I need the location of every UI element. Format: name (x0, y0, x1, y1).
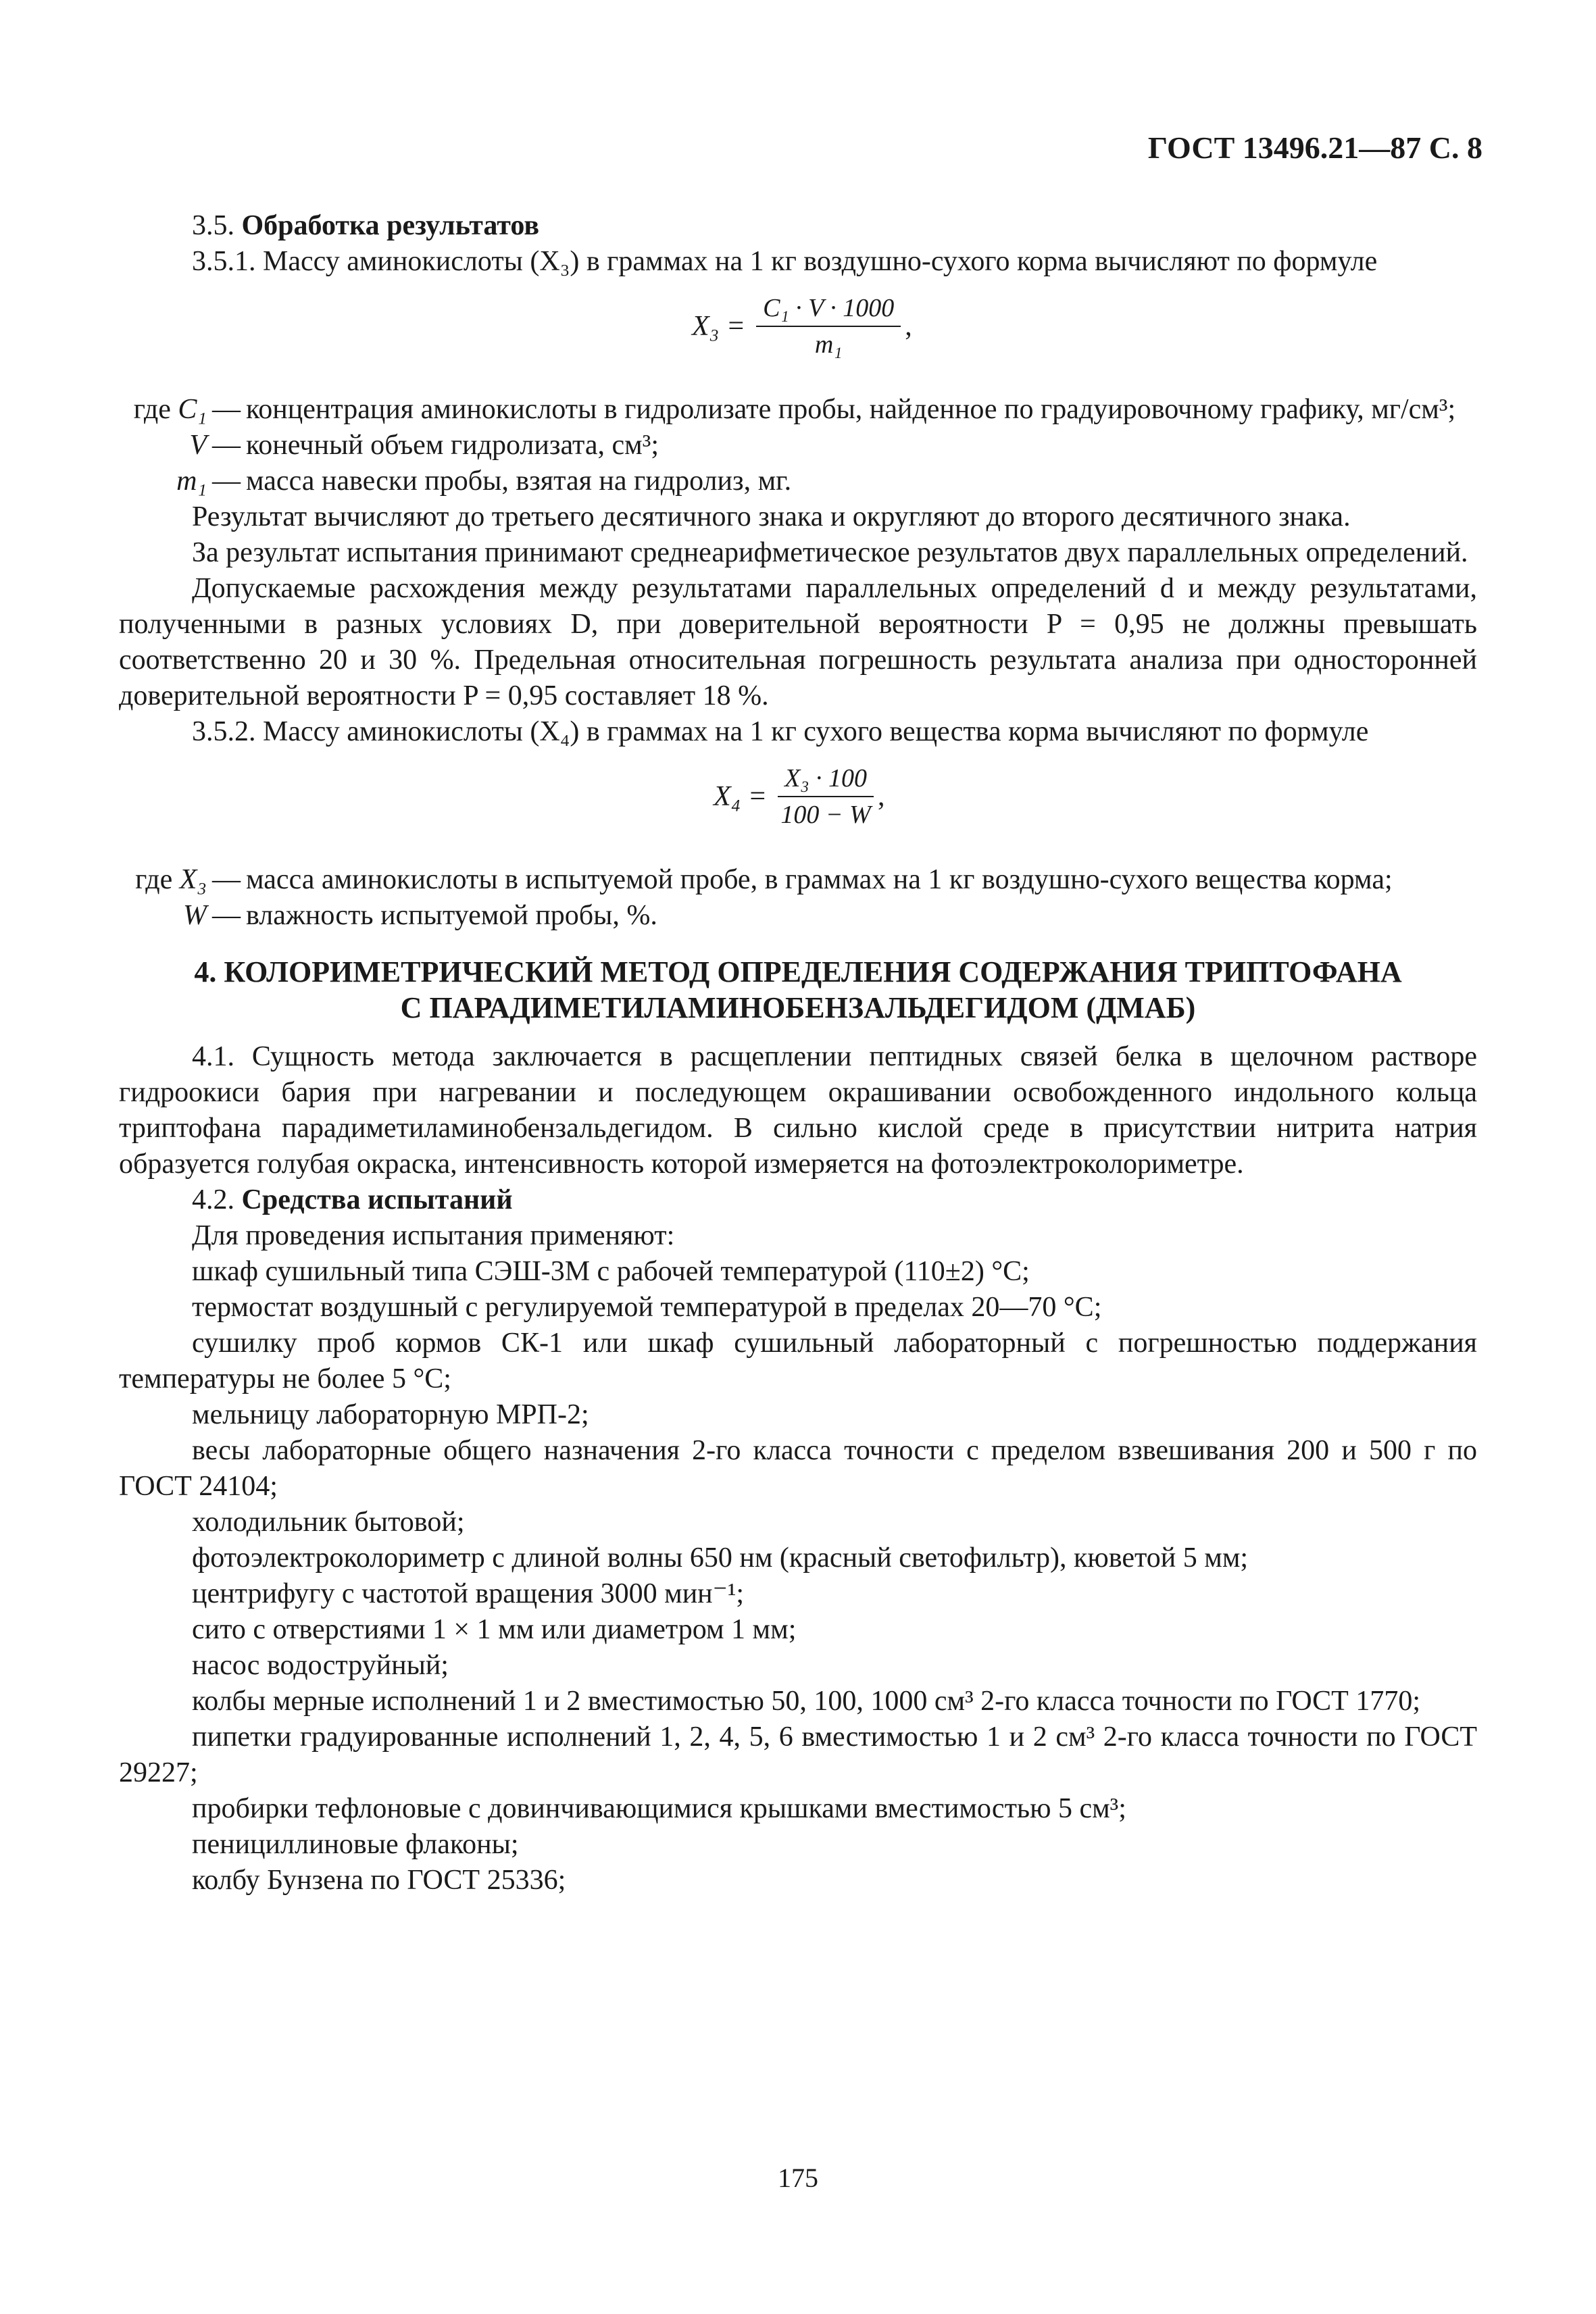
section-4-heading-line-1: 4. КОЛОРИМЕТРИЧЕСКИЙ МЕТОД ОПРЕДЕЛЕНИЯ СОДЕРЖАНИЯ ТРИПТОФАНА (194, 955, 1402, 988)
section-4-heading-line-2: С ПАРАДИМЕТИЛАМИНОБЕНЗАЛЬДЕГИДОМ (ДМАБ) (400, 991, 1196, 1024)
definitions-formula-x4 (119, 862, 1477, 934)
paragraph-4-1: 4.1. Сущность метода заключается в расщеплении пептидных связей белка в щелочном растворе гидроокиси бария при нагревании и последующем окрашивании освобожденного индольного кольца триптофана парадиметиламинобензальдегидом. В сильно кислой среде в присутствии нитрита натрия образуется голубая окраска, интенсивность которой измеряется на фотоэлектроколориметре. (119, 1041, 1477, 1180)
definition-text: концентрация аминокислоты в гидролизате пробы, найденное по градуировочному графику, мг/см³; (246, 394, 1456, 425)
definition-symbol: m₁ (176, 466, 207, 497)
formula-x3-comma: , (905, 310, 912, 342)
page-header: ГОСТ 13496.21—87 С. 8 (1147, 130, 1482, 165)
document-body (119, 208, 1477, 1898)
list-item: шкаф сушильный типа СЭШ-3М с рабочей температурой (110±2) °С; (192, 1256, 1030, 1287)
list-item: фотоэлектроколориметр с длиной волны 650 нм (красный светофильтр), кюветой 5 мм; (192, 1542, 1249, 1574)
definition-text: влажность испытуемой пробы, %. (246, 900, 657, 931)
list-item: пипетки градуированные исполнений 1, 2, 4, 5, 6 вместимостью 1 и 2 см³ 2-го класса точности по ГОСТ 29227; (119, 1721, 1477, 1788)
list-item: термостат воздушный с регулируемой температурой в пределах 20—70 °С; (192, 1292, 1102, 1323)
definition-text: масса навески пробы, взятая на гидролиз, мг. (246, 466, 792, 497)
list-item: Для проведения испытания применяют: (192, 1220, 675, 1251)
list-item: мельницу лабораторную МРП-2; (192, 1399, 589, 1430)
formula-x3-denominator: m₁ (814, 330, 843, 359)
definition-symbol: W (183, 900, 207, 931)
list-item: колбу Бунзена по ГОСТ 25336; (192, 1865, 566, 1896)
list-item: холодильник бытовой; (192, 1507, 465, 1538)
subsection-3-5-number: 3.5. (192, 210, 234, 241)
definition-text: масса аминокислоты в испытуемой пробе, в граммах на 1 кг воздушно-сухого вещества корма; (246, 864, 1393, 895)
where-word: где (135, 864, 173, 895)
definition-w: W — влажность испытуемой пробы, %. (119, 898, 1477, 934)
formula-x4-denominator: 100 − W (780, 801, 871, 829)
list-item: весы лабораторные общего назначения 2-го класса точности с пределом взвешивания 200 и 500 г по ГОСТ 24104; (119, 1435, 1477, 1502)
section-4-heading (119, 954, 1477, 1026)
paragraph-result-average: За результат испытания принимают среднеарифметическое результатов двух параллельных определений. (192, 537, 1468, 568)
formula-x3-numerator: C₁ · V · 1000 (756, 293, 901, 327)
definition-v: V — конечный объем гидролизата, см³; (119, 428, 1477, 463)
formula-x4-lhs: X₄ = (714, 780, 768, 812)
paragraph-3-5-1: 3.5.1. Массу аминокислоты (X₃) в граммах на 1 кг воздушно-сухого корма вычисляют по формуле (192, 246, 1378, 277)
page-number: 175 (778, 2163, 818, 2193)
paragraph-allowed-deviations: Допускаемые расхождения между результатами параллельных определений d и между результатами, полученными в разных условиях D, при доверительной вероятности P = 0,95 не должны превышать соответственно 20 и 30 %. Предельная относительная погрешность результата анализа при односторонней доверительной вероятности P = 0,95 составляет 18 %. (119, 573, 1477, 711)
formula-x3-fraction (756, 293, 901, 359)
list-item: колбы мерные исполнений 1 и 2 вместимостью 50, 100, 1000 см³ 2-го класса точности по ГОСТ 1770; (192, 1686, 1420, 1717)
subsection-4-2-number: 4.2. (192, 1184, 234, 1215)
formula-x4 (119, 750, 1477, 862)
list-item: сито с отверстиями 1 × 1 мм или диаметром 1 мм; (192, 1614, 797, 1645)
paragraph-result-rounding: Результат вычисляют до третьего десятичного знака и округляют до второго десятичного знака. (192, 501, 1351, 532)
definition-c1: где C₁ — концентрация аминокислоты в гидролизате пробы, найденное по градуировочному графику, мг/см³; (119, 392, 1477, 428)
list-item: сушилку проб кормов СК-1 или шкаф сушильный лабораторный с погрешностью поддержания температуры не более 5 °С; (119, 1328, 1477, 1394)
subsection-4-2-title: Средства испытаний (241, 1184, 513, 1215)
formula-x4-fraction (778, 763, 874, 830)
where-word: где (133, 394, 171, 425)
list-item: пенициллиновые флаконы; (192, 1829, 519, 1860)
paragraph-3-5-2: 3.5.2. Массу аминокислоты (X₄) в граммах на 1 кг сухого вещества корма вычисляют по формуле (192, 716, 1369, 747)
formula-x3 (119, 280, 1477, 392)
subsection-3-5-heading (119, 208, 1477, 244)
definition-symbol: V (189, 430, 207, 461)
formula-x4-numerator: X₃ · 100 (778, 763, 874, 797)
subsection-4-2-heading (119, 1182, 1477, 1218)
definitions-formula-x3 (119, 392, 1477, 499)
subsection-3-5-title: Обработка результатов (241, 210, 540, 241)
list-item: центрифугу с частотой вращения 3000 мин⁻¹; (192, 1578, 745, 1609)
formula-x4-comma: , (878, 780, 885, 812)
definition-text: конечный объем гидролизата, см³; (246, 430, 659, 461)
definition-m1: m₁ — масса навески пробы, взятая на гидролиз, мг. (119, 463, 1477, 499)
definition-x3: где X₃ — масса аминокислоты в испытуемой пробе, в граммах на 1 кг воздушно-сухого вещества корма; (119, 862, 1477, 898)
definition-symbol: C₁ (178, 394, 207, 425)
equipment-list (119, 1218, 1477, 1898)
formula-x3-lhs: X₃ = (692, 310, 746, 342)
definition-symbol: X₃ (179, 864, 207, 895)
list-item: насос водоструйный; (192, 1650, 449, 1681)
list-item: пробирки тефлоновые с довинчивающимися крышками вместимостью 5 см³; (192, 1793, 1126, 1824)
